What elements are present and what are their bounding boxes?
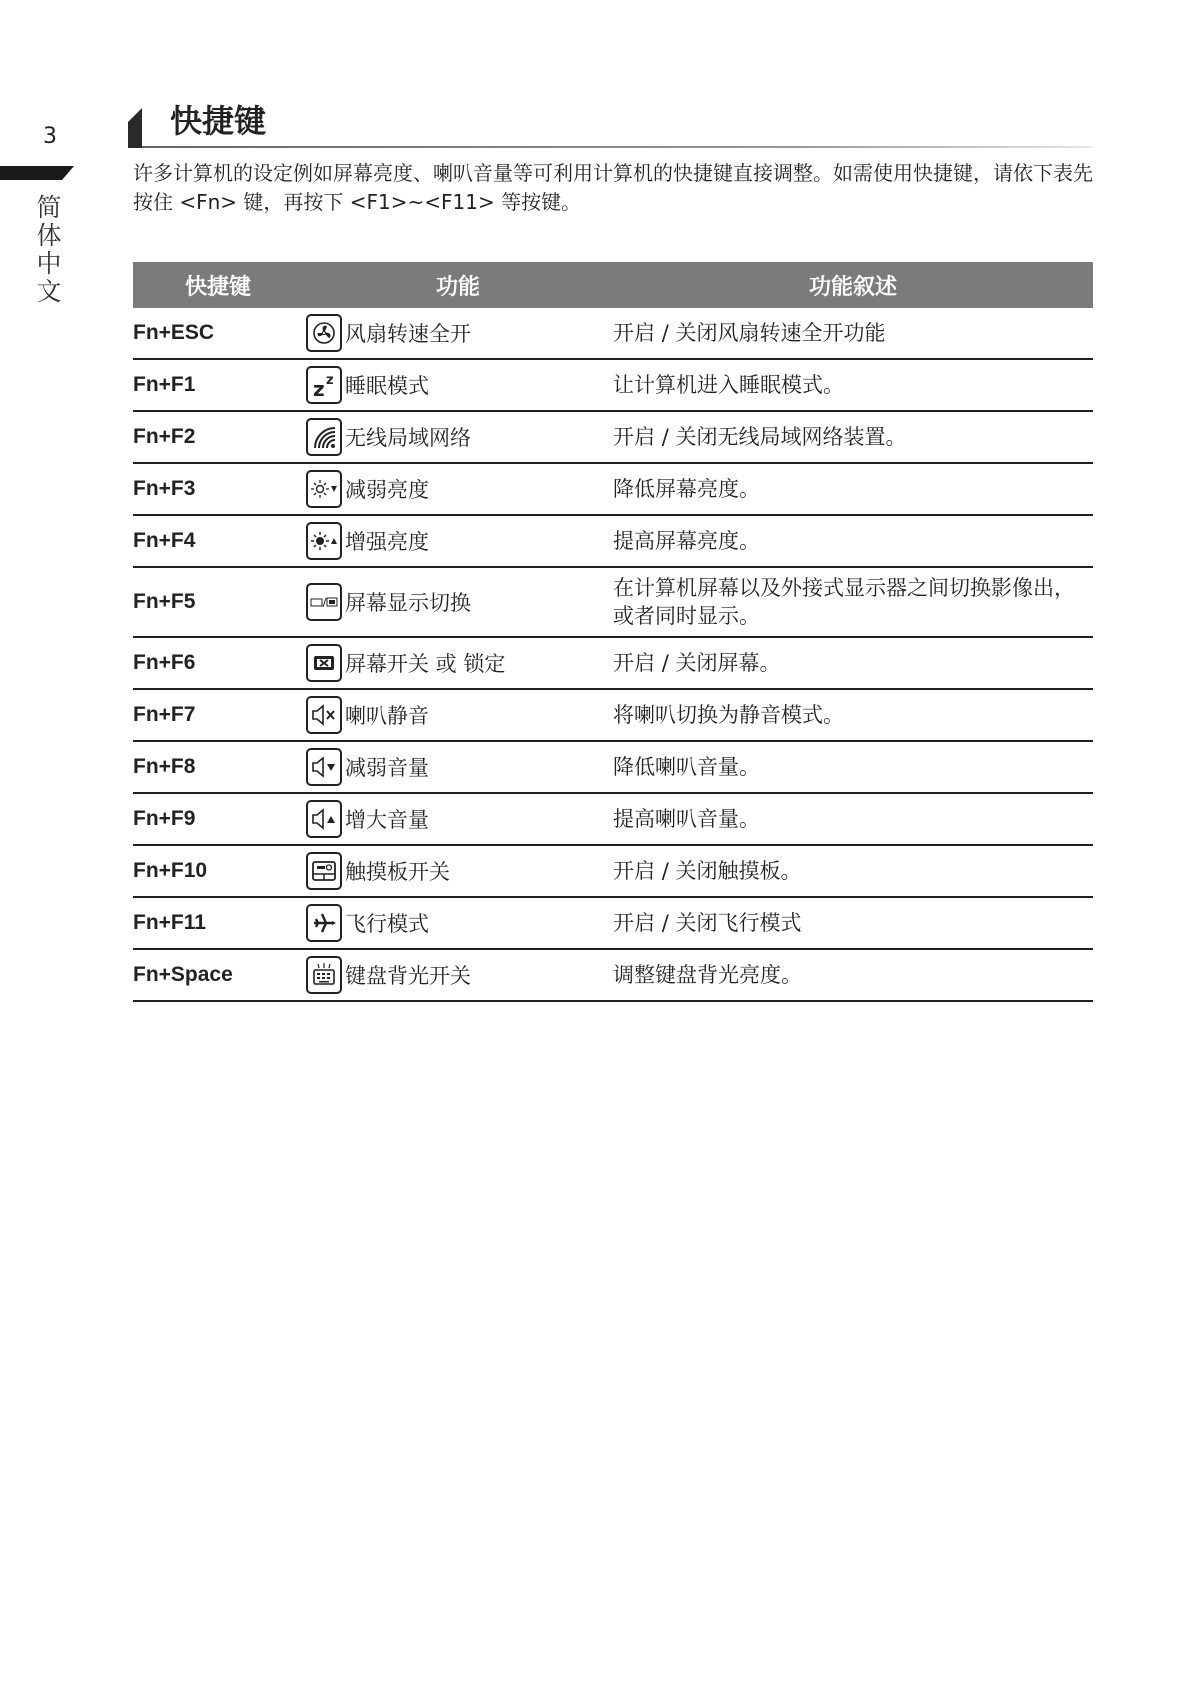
brightness-up-icon [306, 522, 342, 560]
table-row [133, 637, 1093, 689]
function-cell: 触摸板开关 [345, 845, 613, 897]
description-cell: 将喇叭切换为静音模式。 [613, 689, 1093, 741]
wireless-icon [306, 418, 342, 456]
table-row [133, 845, 1093, 897]
brightness-down-icon [306, 470, 342, 508]
description-cell: 降低屏幕亮度。 [613, 463, 1093, 515]
hotkey-cell: Fn+F5 [133, 567, 303, 637]
table-row [133, 567, 1093, 637]
function-cell: 减弱音量 [345, 741, 613, 793]
function-cell: 屏幕开关 或 锁定 [345, 637, 613, 689]
description-cell: 提高喇叭音量。 [613, 793, 1093, 845]
description-cell: 开启 / 关闭屏幕。 [613, 637, 1093, 689]
function-cell: 飞行模式 [345, 897, 613, 949]
function-cell: 喇叭静音 [345, 689, 613, 741]
table-row [133, 741, 1093, 793]
side-language-char: 文 [36, 277, 62, 306]
table-row [133, 793, 1093, 845]
description-cell: 开启 / 关闭风扇转速全开功能 [613, 308, 1093, 359]
hotkey-cell: Fn+F3 [133, 463, 303, 515]
title-underline [142, 146, 1092, 148]
function-cell: 风扇转速全开 [345, 308, 613, 359]
function-cell: 无线局域网络 [345, 411, 613, 463]
hotkey-cell: Fn+F7 [133, 689, 303, 741]
title-accent-mark [128, 108, 142, 148]
side-language-char: 体 [36, 221, 62, 250]
description-cell: 提高屏幕亮度。 [613, 515, 1093, 567]
function-cell: 增强亮度 [345, 515, 613, 567]
description-cell: 开启 / 关闭触摸板。 [613, 845, 1093, 897]
table-row [133, 359, 1093, 411]
function-cell: 减弱亮度 [345, 463, 613, 515]
table-row [133, 308, 1093, 359]
hotkey-cell: Fn+F9 [133, 793, 303, 845]
svg-text:z: z [313, 377, 325, 401]
description-cell: 在计算机屏幕以及外接式显示器之间切换影像出，或者同时显示。 [613, 567, 1093, 637]
screen-toggle-icon [306, 644, 342, 682]
touchpad-icon [306, 852, 342, 890]
table-row [133, 897, 1093, 949]
page-number: 3 [43, 124, 57, 149]
mute-icon [306, 696, 342, 734]
sleep-icon [306, 366, 342, 404]
hotkey-cell: Fn+F1 [133, 359, 303, 411]
hotkey-cell: Fn+Space [133, 949, 303, 1001]
hotkey-cell: Fn+F4 [133, 515, 303, 567]
description-cell: 降低喇叭音量。 [613, 741, 1093, 793]
function-cell: 睡眠模式 [345, 359, 613, 411]
side-language-char: 简 [36, 193, 62, 222]
description-cell: 让计算机进入睡眠模式。 [613, 359, 1093, 411]
description-cell: 开启 / 关闭飞行模式 [613, 897, 1093, 949]
table-row [133, 463, 1093, 515]
hotkey-table [133, 262, 1093, 1002]
header-hotkey: 快捷键 [133, 262, 303, 308]
intro-paragraph: 许多计算机的设定例如屏幕亮度、喇叭音量等可利用计算机的快捷键直接调整。如需使用快捷键，请依下表先按住 <Fn> 键，再按下 <F1>~<F11> 等按键。 [133, 161, 1093, 214]
table-row [133, 411, 1093, 463]
description-cell: 开启 / 关闭无线局域网络装置。 [613, 411, 1093, 463]
header-function: 功能 [303, 262, 613, 308]
function-cell: 屏幕显示切换 [345, 567, 613, 637]
hotkey-cell: Fn+F8 [133, 741, 303, 793]
hotkey-cell: Fn+F11 [133, 897, 303, 949]
description-cell: 调整键盘背光亮度。 [613, 949, 1093, 1001]
page-title: 快捷键 [170, 102, 267, 140]
table-row [133, 949, 1093, 1001]
hotkey-cell: Fn+F10 [133, 845, 303, 897]
table-row [133, 515, 1093, 567]
function-cell: 增大音量 [345, 793, 613, 845]
hotkey-cell: Fn+F6 [133, 637, 303, 689]
side-language-char: 中 [36, 249, 62, 278]
table-header-row [133, 262, 1093, 308]
table-row [133, 689, 1093, 741]
svg-text:z: z [326, 373, 334, 388]
volume-down-icon [306, 748, 342, 786]
fan-icon [306, 314, 342, 352]
volume-up-icon [306, 800, 342, 838]
function-cell: 键盘背光开关 [345, 949, 613, 1001]
airplane-icon [306, 904, 342, 942]
side-tab-bar [0, 166, 62, 180]
hotkey-cell: Fn+F2 [133, 411, 303, 463]
display-switch-icon [306, 583, 342, 621]
side-language-label [34, 194, 64, 306]
header-description: 功能叙述 [613, 262, 1093, 308]
hotkey-cell: Fn+ESC [133, 308, 303, 359]
keyboard-backlight-icon [306, 956, 342, 994]
